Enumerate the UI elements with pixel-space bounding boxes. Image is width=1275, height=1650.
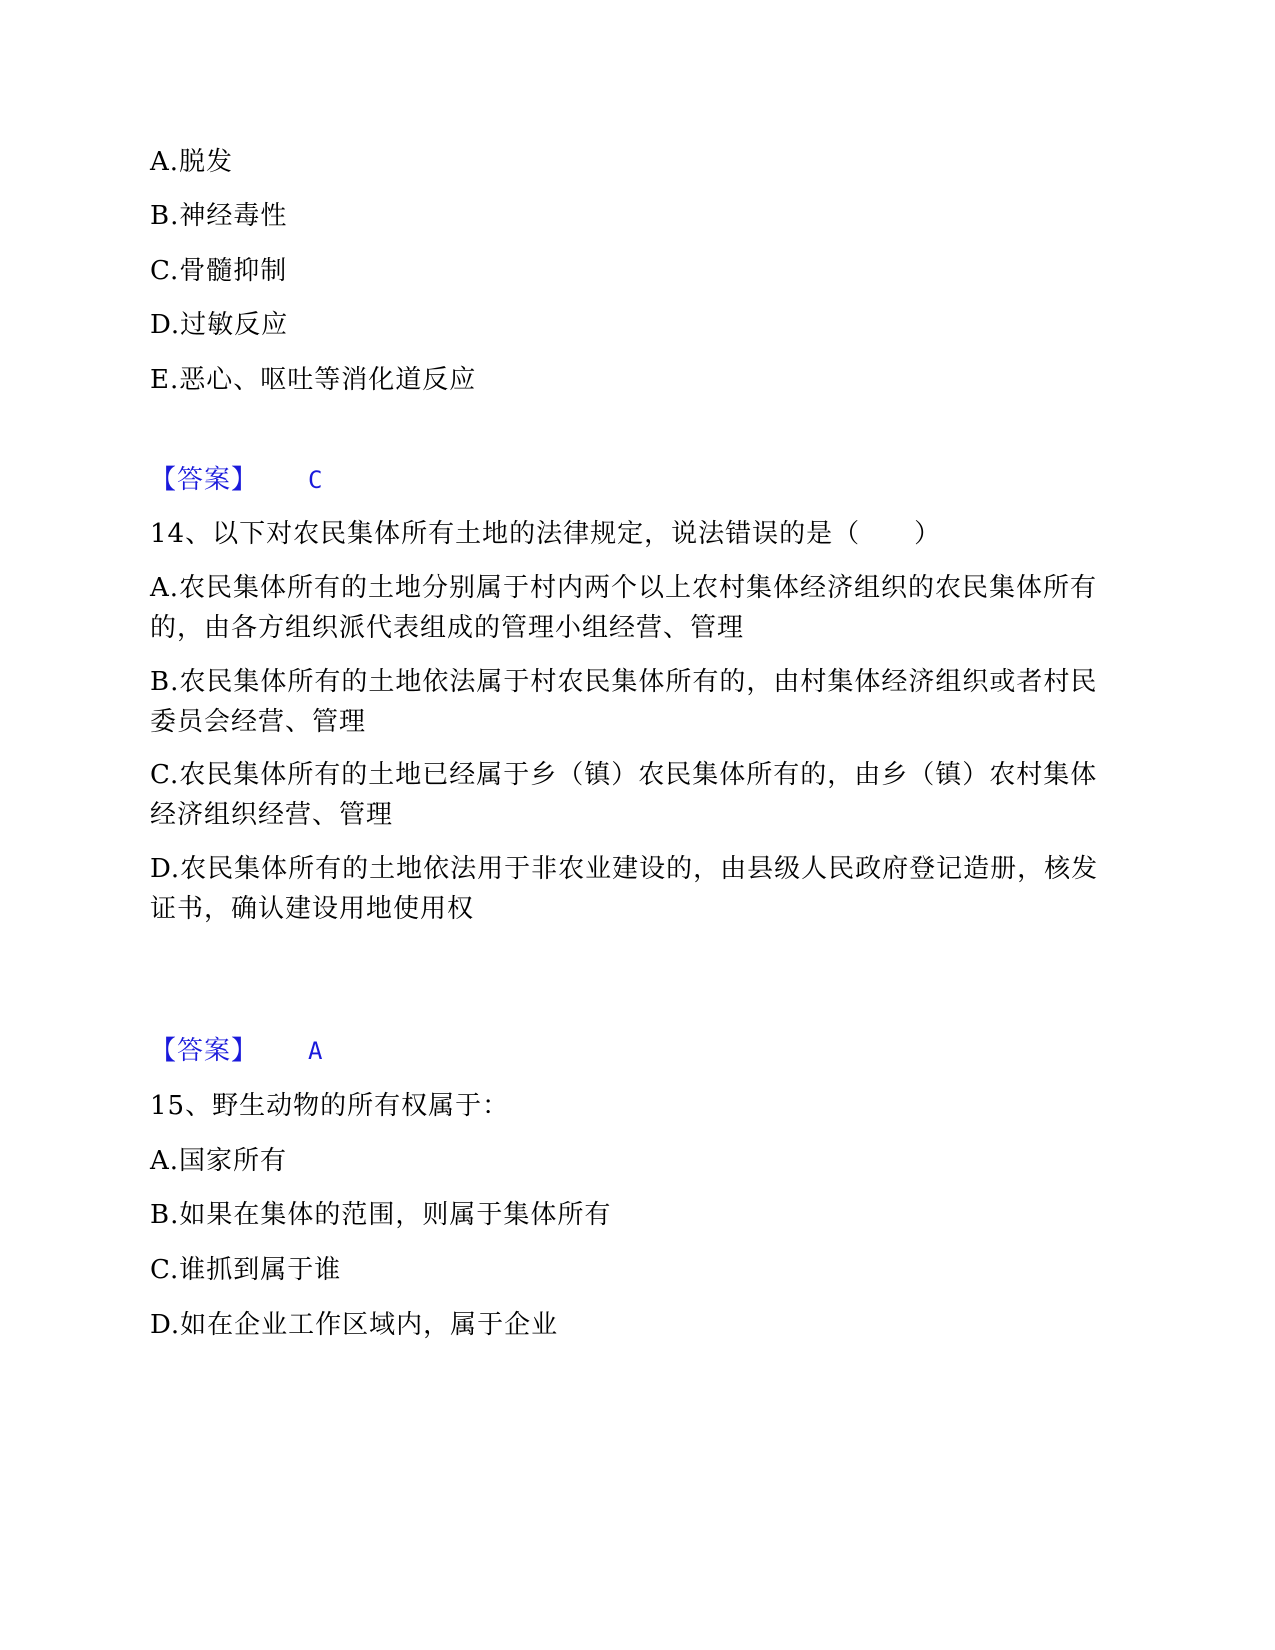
answer-value: C [308,466,324,494]
q15-question: 15、野生动物的所有权属于： [150,1091,510,1121]
q13-option-b: B.神经毒性 [150,201,288,231]
q15-option-b: B.如果在集体的范围，则属于集体所有 [150,1200,612,1230]
q14-option-a: A.农民集体所有的土地分别属于村内两个以上农村集体经济组织的农民集体所有的，由各方组织派代表组成的管理小组经营、管理 [150,573,1098,643]
q15-option-c: C.谁抓到属于谁 [150,1255,342,1285]
q13-answer [150,460,1120,500]
answer-label: 【答案】 [150,465,259,495]
q13-option-c: C.骨髓抑制 [150,256,288,286]
q14-answer [150,1031,1120,1071]
q13-option-d: D.过敏反应 [150,310,289,340]
q14-option-b: B.农民集体所有的土地依法属于村农民集体所有的，由村集体经济组织或者村民委员会经营、管理 [150,667,1098,737]
q13-option-a: A.脱发 [150,147,234,177]
q13-option-e: E.恶心、呕吐等消化道反应 [150,365,477,395]
q14-question: 14、以下对农民集体所有土地的法律规定，说法错误的是（ ） [150,519,942,549]
q14-option-c: C.农民集体所有的土地已经属于乡（镇）农民集体所有的，由乡（镇）农村集体经济组织经营、管理 [150,760,1098,830]
q15-option-a: A.国家所有 [150,1146,288,1176]
q14-option-d: D.农民集体所有的土地依法用于非农业建设的，由县级人民政府登记造册，核发证书，确认建设用地使用权 [150,854,1099,924]
q15-option-d: D.如在企业工作区域内，属于企业 [150,1310,559,1340]
answer-value: A [308,1037,324,1065]
answer-label: 【答案】 [150,1036,259,1066]
